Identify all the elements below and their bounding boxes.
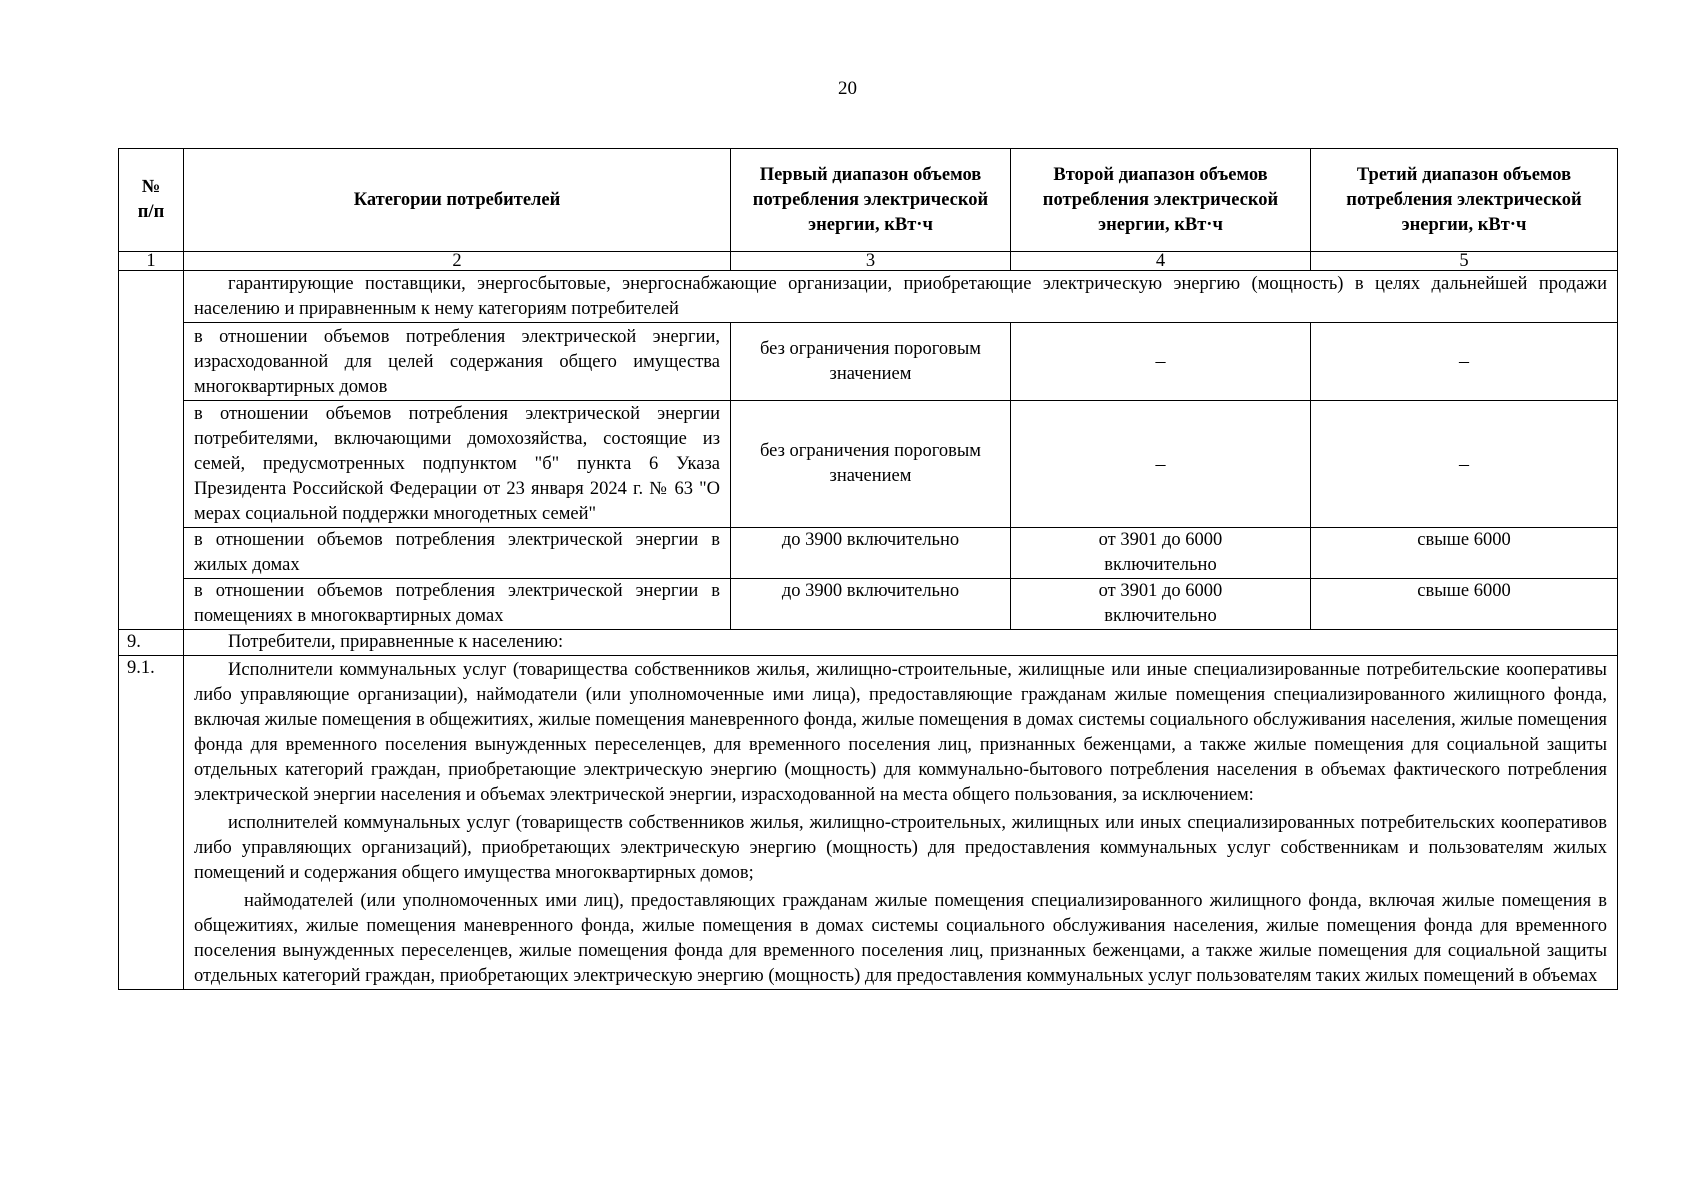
group-intro-text: гарантирующие поставщики, энергосбытовые, энергоснабжающие организации, приобретающие электрическую энергию (мощность) в целях дальнейшей продажи населению и приравненным к нему категориям потребителей: [184, 271, 1618, 323]
section-9-row: [119, 630, 1618, 656]
section-9-1-row: [119, 656, 1618, 990]
section-9-1-body: [184, 656, 1618, 990]
section-number: 9.1.: [119, 656, 184, 990]
header-range-3: Третий диапазон объемов потребления электрической энергии, кВт·ч: [1311, 149, 1618, 252]
range-1-cell: без ограничения пороговым значением: [731, 323, 1011, 401]
range-2-cell: от 3901 до 6000 включительно: [1011, 579, 1311, 630]
column-number: 4: [1011, 252, 1311, 271]
group-number-cell: [119, 271, 184, 630]
range-1-cell: без ограничения пороговым значением: [731, 401, 1011, 528]
section-9-1-paragraph: Исполнители коммунальных услуг (товарищества собственников жилья, жилищно-строительные, жилищные или иные специализированные потребительские кооперативы либо управляющие организации), наймодатели (или уполномоченные ими лица), предоставляющие гражданам жилые помещения специализированного жилищного фонда, включая жилые помещения в общежитиях, жилые помещения маневренного фонда, жилые помещения в домах системы социального обслуживания населения, жилые помещения фонда для временного поселения вынужденных переселенцев, для временного поселения лиц, признанных беженцами, а также жилые помещения для социальной защиты отдельных категорий граждан, приобретающие электрическую энергию (мощность) для коммунально-бытового потребления населения в объемах фактического потребления электрической энергии населения и объемах электрической энергии, израсходованной на места общего пользования, за исключением:: [194, 660, 1607, 805]
page-number: 20: [838, 78, 857, 99]
range-3-cell: –: [1311, 401, 1618, 528]
category-cell: в отношении объемов потребления электрической энергии в жилых домах: [184, 528, 731, 579]
header-category: Категории потребителей: [184, 149, 731, 252]
range-3-cell: –: [1311, 323, 1618, 401]
category-cell: в отношении объемов потребления электрической энергии потребителями, включающими домохозяйства, состоящие из семей, предусмотренных подпунктом "б" пункта 6 Указа Президента Российской Федерации от 23 января 2024 г. № 63 "О мерах социальной поддержки многодетных семей": [184, 401, 731, 528]
range-2-cell: от 3901 до 6000 включительно: [1011, 528, 1311, 579]
header-row: [119, 149, 1618, 252]
column-number: 3: [731, 252, 1011, 271]
table-row: [119, 528, 1618, 579]
table-row: [119, 323, 1618, 401]
column-number: 1: [119, 252, 184, 271]
header-range-1: Первый диапазон объемов потребления электрической энергии, кВт·ч: [731, 149, 1011, 252]
column-number-row: [119, 252, 1618, 271]
range-1-cell: до 3900 включительно: [731, 528, 1011, 579]
section-9-title: Потребители, приравненные к населению:: [184, 630, 1618, 656]
range-1-cell: до 3900 включительно: [731, 579, 1011, 630]
range-3-cell: свыше 6000: [1311, 528, 1618, 579]
column-number: 2: [184, 252, 731, 271]
exception-paragraph: наймодателей (или уполномоченных ими лиц), предоставляющих гражданам жилые помещения специализированного жилищного фонда, включая жилые помещения в общежитиях, жилые помещения маневренного фонда, жилые помещения в домах системы социального обслуживания населения, жилые помещения фонда для временного поселения вынужденных переселенцев, жилые помещения фонда для временного поселения лиц, признанных беженцами, а также жилые помещения для социальной защиты отдельных категорий граждан, приобретающих электрическую энергию (мощность) для предоставления коммунальных услуг пользователям таких жилых помещений в объемах: [194, 891, 1607, 986]
column-number: 5: [1311, 252, 1618, 271]
table-row: [119, 401, 1618, 528]
table-row: [119, 579, 1618, 630]
range-3-cell: свыше 6000: [1311, 579, 1618, 630]
header-range-2: Второй диапазон объемов потребления электрической энергии, кВт·ч: [1011, 149, 1311, 252]
range-2-cell: –: [1011, 323, 1311, 401]
tariff-table: [118, 148, 1618, 990]
exception-paragraph: исполнителей коммунальных услуг (товариществ собственников жилья, жилищно-строительных, жилищных или иных специализированных потребительских кооперативов либо управляющих организаций), приобретающих электрическую энергию (мощность) для предоставления коммунальных услуг собственникам и пользователям жилых помещений и содержания общего имущества многоквартирных домов;: [194, 813, 1607, 883]
section-number: 9.: [119, 630, 184, 656]
header-number: № п/п: [119, 149, 184, 252]
range-2-cell: –: [1011, 401, 1311, 528]
category-cell: в отношении объемов потребления электрической энергии, израсходованной для целей содержания общего имущества многоквартирных домов: [184, 323, 731, 401]
category-cell: в отношении объемов потребления электрической энергии в помещениях в многоквартирных домах: [184, 579, 731, 630]
group-intro-row: [119, 271, 1618, 323]
